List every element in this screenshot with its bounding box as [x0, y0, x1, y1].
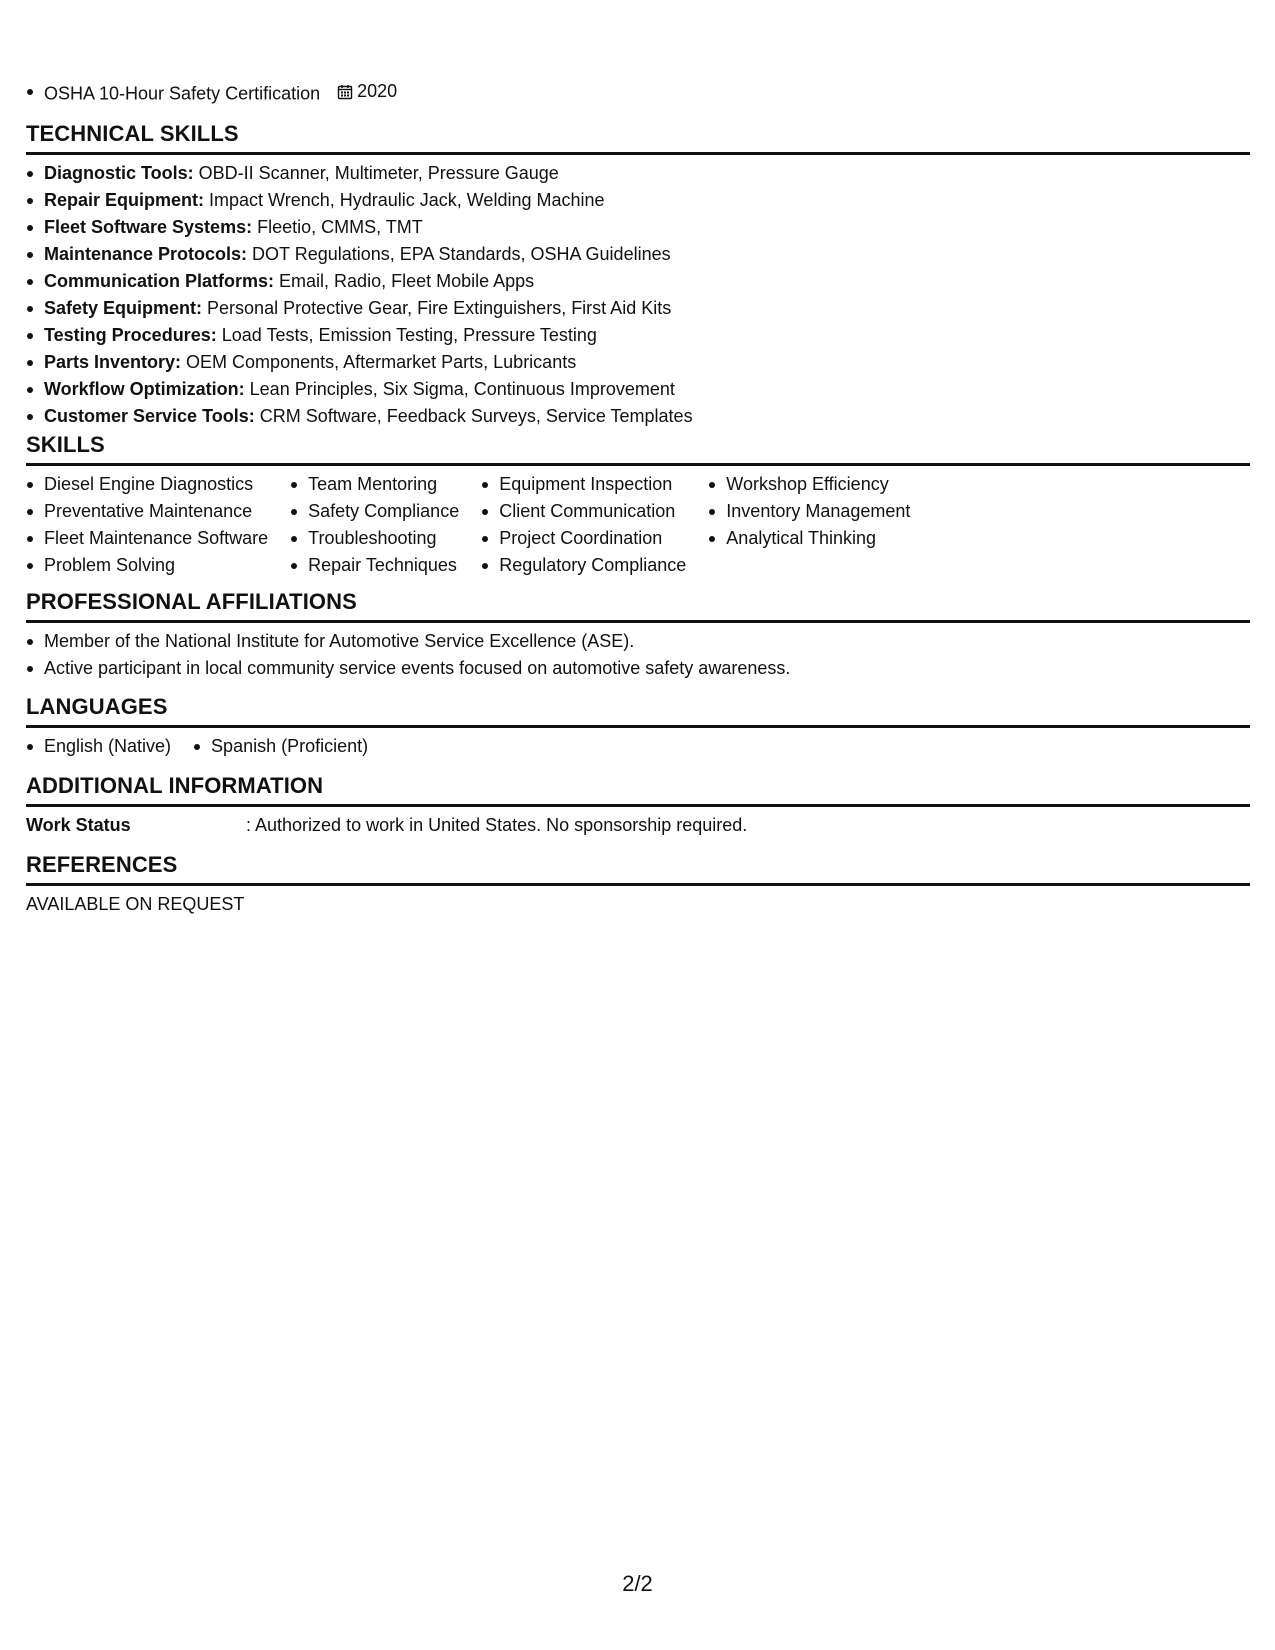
additional-info-section: [26, 772, 1250, 839]
technical-skill-item: [26, 268, 1250, 295]
skill-values: Lean Principles, Six Sigma, Continuous Improvement: [244, 379, 675, 399]
skill-item: Analytical Thinking: [708, 525, 910, 552]
technical-skill-item: [26, 322, 1250, 349]
technical-skill-item: [26, 187, 1250, 214]
skills-column: [26, 471, 290, 579]
calendar-icon: [337, 84, 353, 100]
section-divider: [26, 725, 1250, 728]
technical-skill-item: [26, 214, 1250, 241]
section-title: PROFESSIONAL AFFILIATIONS: [26, 589, 357, 614]
technical-skill-item: [26, 160, 1250, 187]
skill-values: CRM Software, Feedback Surveys, Service Templates: [254, 406, 693, 426]
affiliation-item: Member of the National Institute for Automotive Service Excellence (ASE).: [26, 628, 1250, 655]
skills-section: [26, 431, 1250, 579]
skill-item: Inventory Management: [708, 498, 910, 525]
skill-item: Project Coordination: [481, 525, 686, 552]
skill-item: Regulatory Compliance: [481, 552, 686, 579]
section-divider: [26, 463, 1250, 466]
section-divider: [26, 152, 1250, 155]
skill-item: Safety Compliance: [290, 498, 459, 525]
section-title: ADDITIONAL INFORMATION: [26, 773, 324, 798]
skill-category: Communication Platforms:: [44, 271, 275, 291]
skill-category: Safety Equipment:: [44, 298, 203, 318]
skills-column: [708, 471, 932, 579]
technical-skill-item: [26, 295, 1250, 322]
section-divider: [26, 804, 1250, 807]
skill-item: Problem Solving: [26, 552, 268, 579]
skill-values: DOT Regulations, EPA Standards, OSHA Guidelines: [247, 244, 671, 264]
section-title: SKILLS: [26, 432, 105, 457]
skill-item: Preventative Maintenance: [26, 498, 268, 525]
certification-name: OSHA 10-Hour Safety Certification: [44, 83, 321, 104]
section-title: REFERENCES: [26, 852, 178, 877]
skills-column: [481, 471, 708, 579]
work-status-row: [26, 812, 1250, 839]
certifications-list: [26, 78, 397, 108]
certification-date: [337, 78, 397, 105]
section-title: LANGUAGES: [26, 694, 168, 719]
certification-item: [26, 78, 397, 108]
affiliations-section: [26, 588, 1250, 682]
affiliation-item: Active participant in local community service events focused on automotive safety awareness.: [26, 655, 1250, 682]
skill-values: Email, Radio, Fleet Mobile Apps: [274, 271, 535, 291]
section-divider: [26, 620, 1250, 623]
skill-item: Fleet Maintenance Software: [26, 525, 268, 552]
skill-item: Client Communication: [481, 498, 686, 525]
skill-values: OEM Components, Aftermarket Parts, Lubricants: [181, 352, 577, 372]
certification-year: 2020: [357, 81, 398, 101]
skill-category: Workflow Optimization:: [44, 379, 245, 399]
section-title: TECHNICAL SKILLS: [26, 121, 239, 146]
language-item: English (Native): [26, 733, 171, 760]
skill-values: Personal Protective Gear, Fire Extinguishers, First Aid Kits: [202, 298, 672, 318]
skill-item: Workshop Efficiency: [708, 471, 910, 498]
work-status-label: Work Status: [26, 815, 131, 835]
references-text: AVAILABLE ON REQUEST: [26, 894, 245, 914]
skill-item: Diesel Engine Diagnostics: [26, 471, 268, 498]
technical-skills-section: [26, 120, 1250, 430]
technical-skills-list: [26, 160, 1250, 430]
language-item: Spanish (Proficient): [193, 733, 368, 760]
skill-category: Parts Inventory:: [44, 352, 182, 372]
skill-category: Diagnostic Tools:: [44, 163, 194, 183]
skill-values: Load Tests, Emission Testing, Pressure Testing: [216, 325, 597, 345]
skill-item: Repair Techniques: [290, 552, 459, 579]
skill-item: Equipment Inspection: [481, 471, 686, 498]
work-status-value: : Authorized to work in United States. No sponsorship required.: [246, 815, 748, 835]
skill-category: Fleet Software Systems:: [44, 217, 253, 237]
skills-grid: [26, 471, 1250, 579]
languages-section: [26, 693, 1250, 760]
technical-skill-item: [26, 403, 1250, 430]
skill-category: Maintenance Protocols:: [44, 244, 248, 264]
section-divider: [26, 883, 1250, 886]
skills-column: [290, 471, 481, 579]
technical-skill-item: [26, 349, 1250, 376]
skill-values: OBD-II Scanner, Multimeter, Pressure Gauge: [193, 163, 559, 183]
affiliations-list: [26, 628, 1250, 682]
references-section: [26, 851, 1250, 918]
skill-category: Repair Equipment:: [44, 190, 205, 210]
skill-item: Team Mentoring: [290, 471, 459, 498]
skill-item: Troubleshooting: [290, 525, 459, 552]
technical-skill-item: [26, 241, 1250, 268]
skill-values: Impact Wrench, Hydraulic Jack, Welding Machine: [204, 190, 605, 210]
skill-category: Customer Service Tools:: [44, 406, 255, 426]
skill-category: Testing Procedures:: [44, 325, 217, 345]
technical-skill-item: [26, 376, 1250, 403]
languages-list: [26, 733, 1250, 760]
page-number: 2/2: [622, 1571, 653, 1596]
skill-values: Fleetio, CMMS, TMT: [252, 217, 423, 237]
